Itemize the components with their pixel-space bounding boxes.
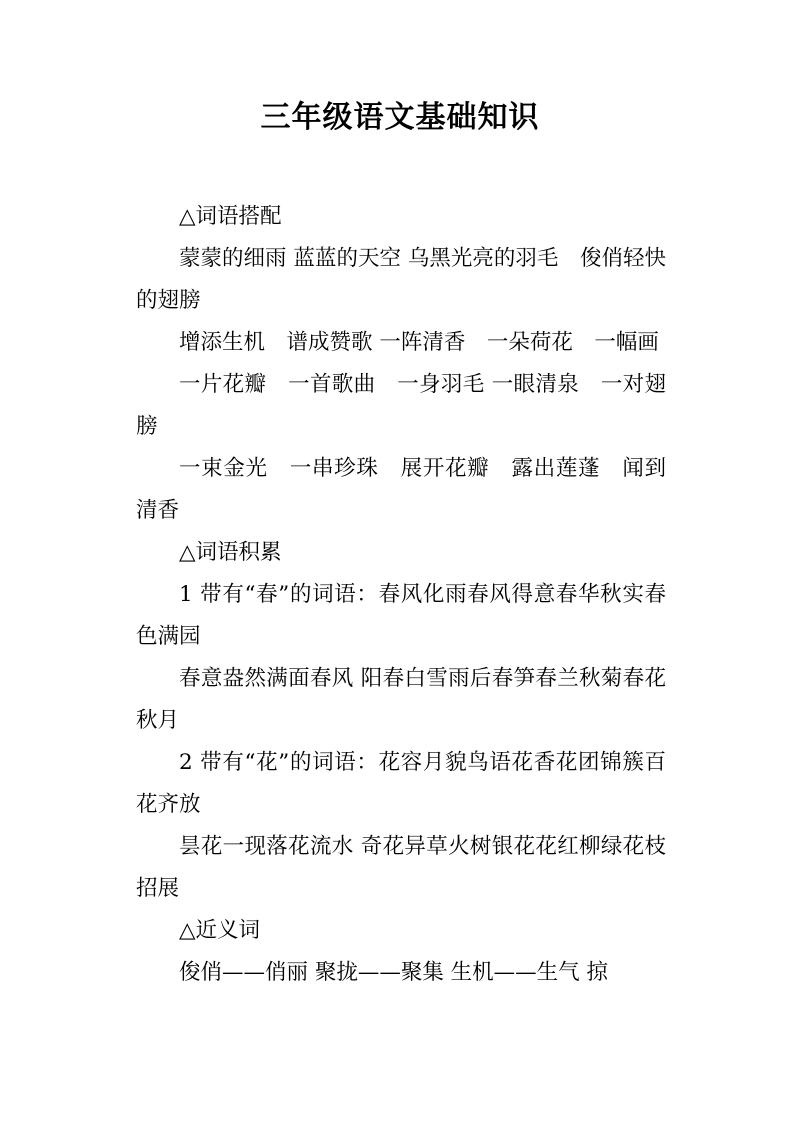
paragraph: 春意盎然满面春风 阳春白雪雨后春笋春兰秋菊春花秋月 — [136, 666, 666, 733]
paragraph: 俊俏——俏丽 聚拢——聚集 生机——生气 掠 — [179, 960, 609, 985]
page-title: 三年级语文基础知识 — [260, 100, 540, 135]
paragraph: 一片花瓣 一首歌曲 一身羽毛 一眼清泉 一对翅膀 — [136, 372, 666, 439]
paragraph: 增添生机 谱成赞歌 一阵清香 一朵荷花 一幅画 — [179, 330, 659, 355]
paragraph: 2 带有“花”的词语：花容月貌鸟语花香花团锦簇百花齐放 — [136, 750, 666, 817]
section-heading-word-collocation: △词语搭配 — [179, 204, 282, 229]
paragraph: 1 带有“春”的词语：春风化雨春风得意春华秋实春色满园 — [136, 582, 666, 649]
section-heading-word-accumulation: △词语积累 — [179, 540, 282, 565]
document-body — [136, 196, 666, 994]
paragraph: 一束金光 一串珍珠 展开花瓣 露出莲蓬 闻到清香 — [136, 456, 666, 523]
paragraph: 昙花一现落花流水 奇花异草火树银花花红柳绿花枝招展 — [136, 834, 666, 901]
section-heading-synonyms: △近义词 — [179, 918, 261, 943]
paragraph: 蒙蒙的细雨 蓝蓝的天空 乌黑光亮的羽毛 俊俏轻快的翅膀 — [136, 246, 666, 313]
